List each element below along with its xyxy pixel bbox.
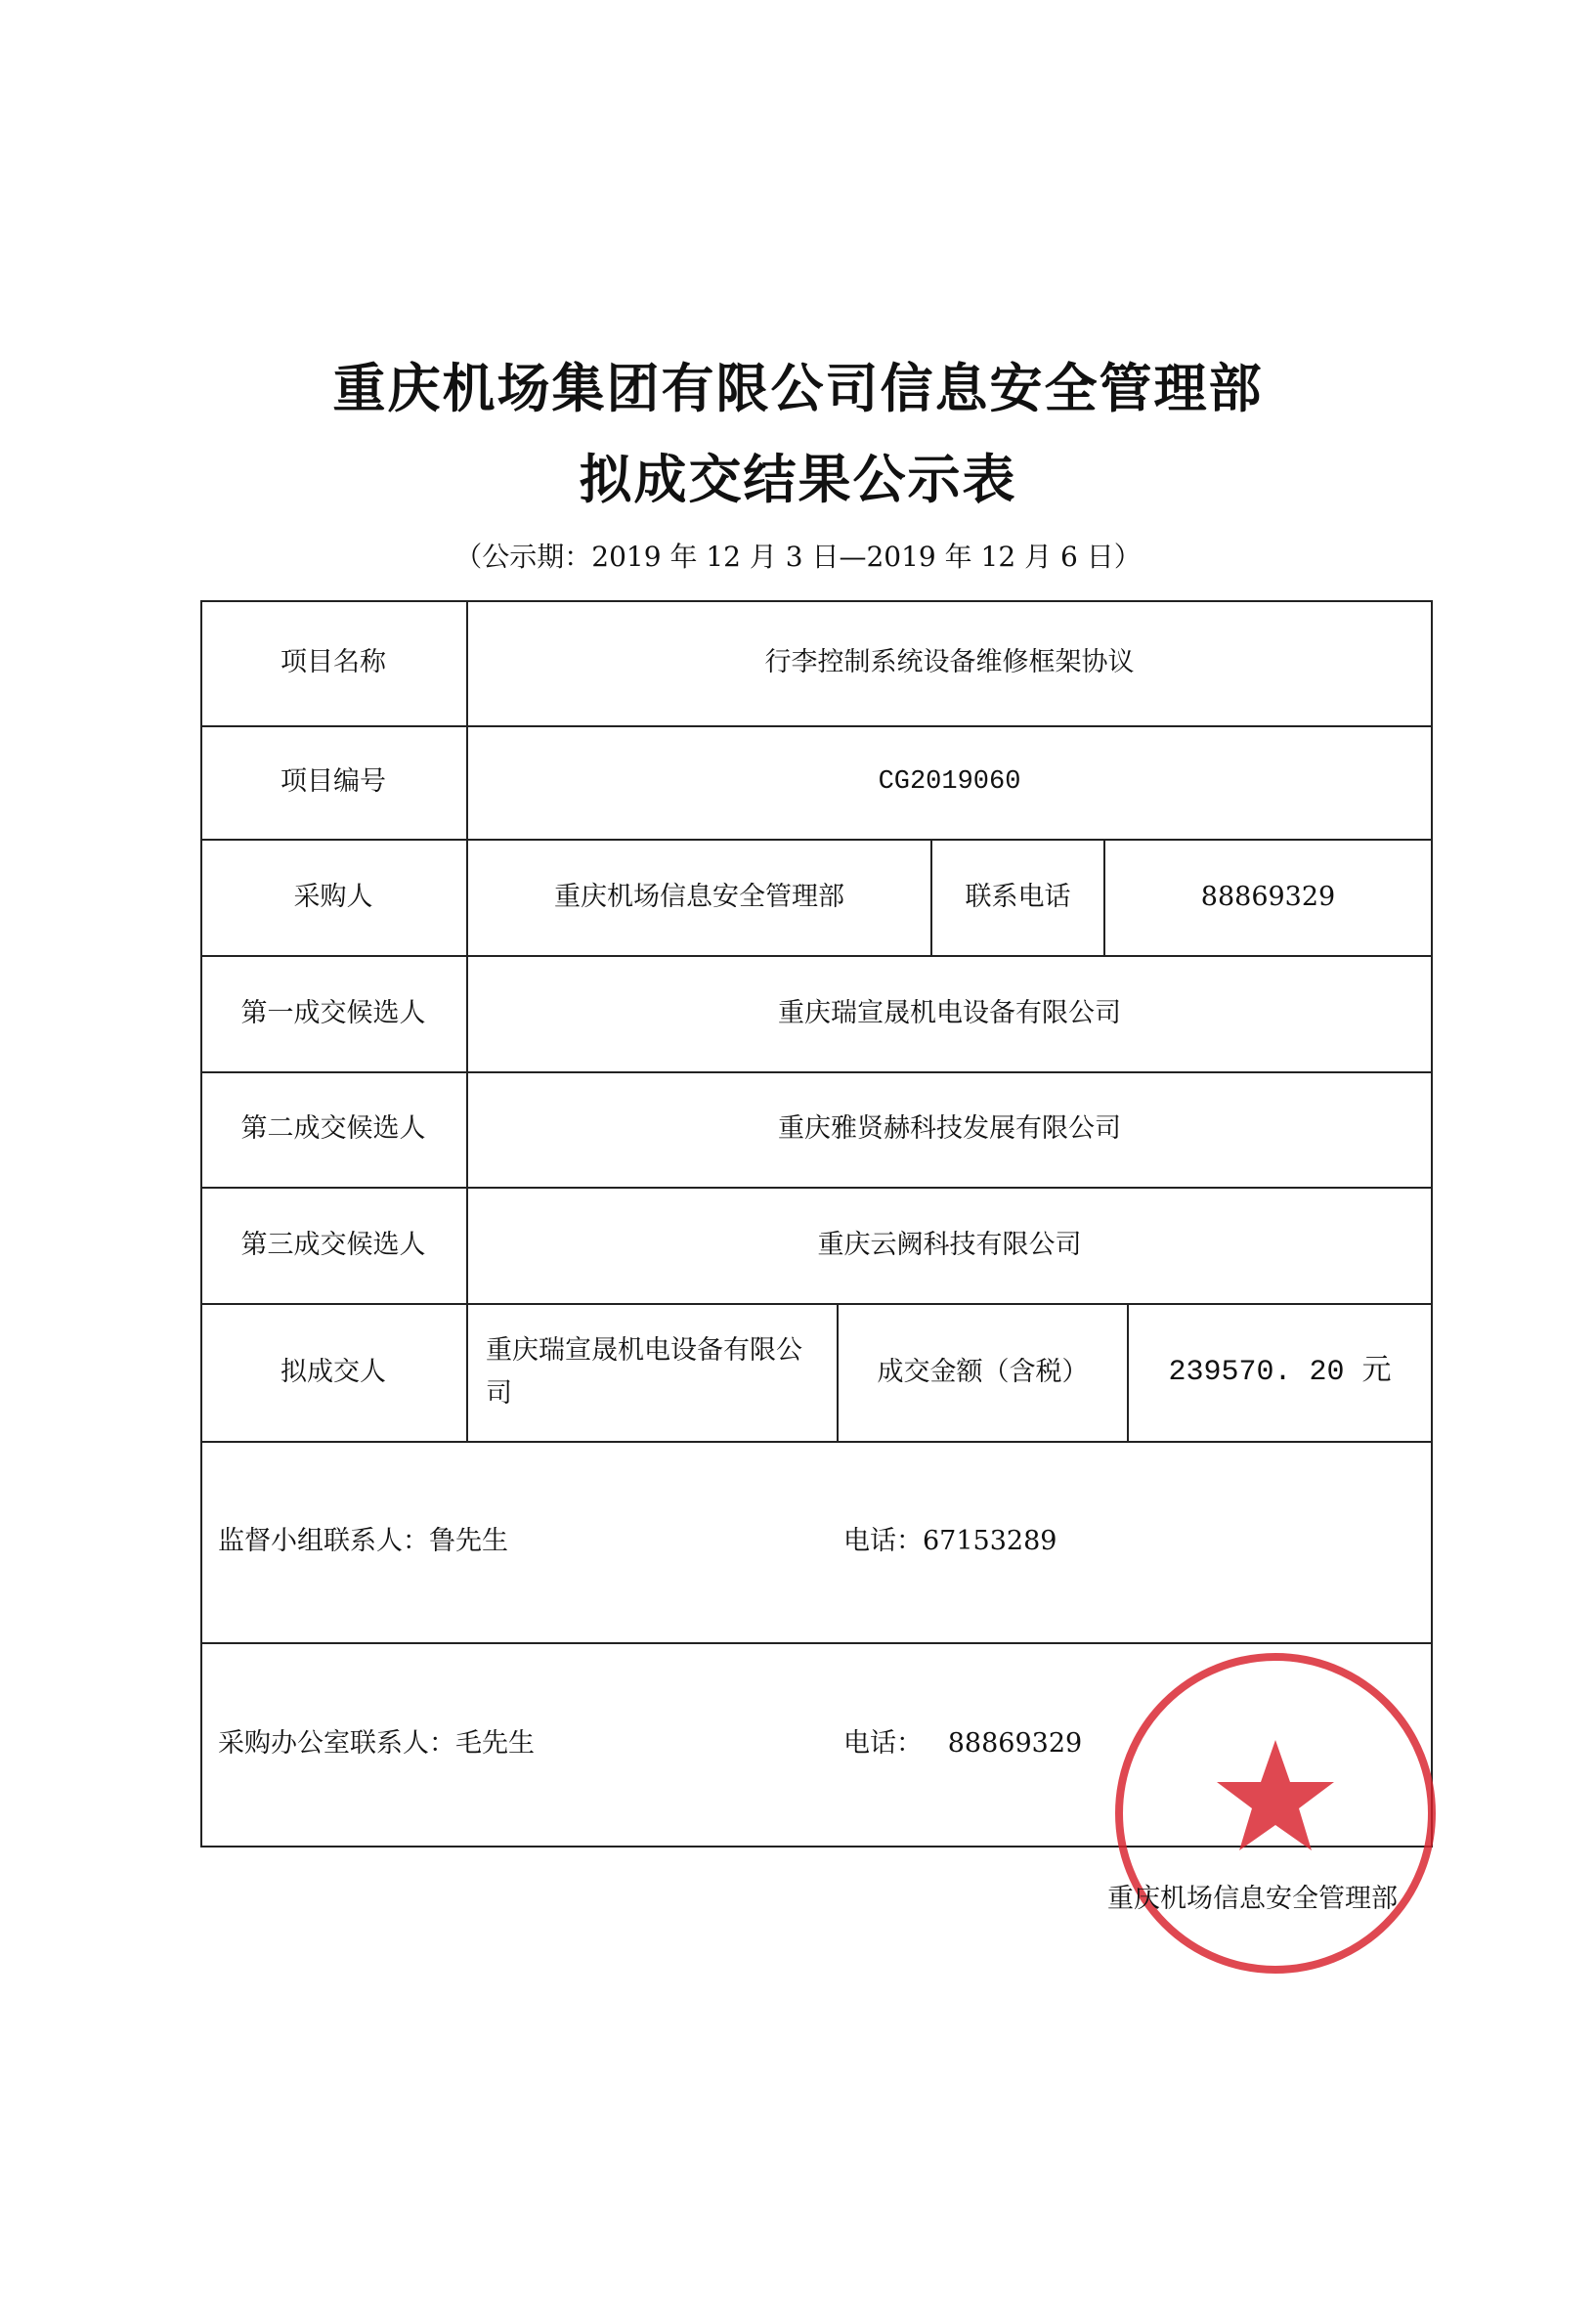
office-contact: 采购办公室联系人：毛先生 xyxy=(218,1728,535,1759)
project-number-value: CG2019060 xyxy=(878,767,1021,797)
proposed-winner-value: 重庆瑞宣晟机电设备有限公司 xyxy=(486,1334,802,1409)
second-candidate-value: 重庆雅贤赫科技发展有限公司 xyxy=(778,1113,1121,1144)
purchaser-value: 重庆机场信息安全管理部 xyxy=(554,881,844,912)
supervision-contact: 监督小组联系人：鲁先生 xyxy=(218,1526,508,1556)
amount-label: 成交金额（含税） xyxy=(877,1356,1089,1387)
official-seal-stamp xyxy=(1104,1642,1446,1984)
third-candidate-value: 重庆云阙科技有限公司 xyxy=(817,1229,1082,1260)
document-title: 重庆机场集团有限公司信息安全管理部 xyxy=(332,358,1264,419)
issuer-signature: 重庆机场信息安全管理部 xyxy=(1107,1884,1398,1914)
first-candidate-value: 重庆瑞宣晟机电设备有限公司 xyxy=(778,997,1121,1028)
amount-value: 239570. 20 元 xyxy=(1168,1355,1392,1389)
contact-phone-value: 88869329 xyxy=(1200,881,1336,912)
project-number-label: 项目编号 xyxy=(280,766,386,797)
office-phone: 电话： 88869329 xyxy=(843,1728,1083,1759)
publicity-period: （公示期：2019 年 12 月 3 日—2019 年 12 月 6 日） xyxy=(454,541,1142,573)
first-candidate-label: 第一成交候选人 xyxy=(240,997,426,1028)
document-subtitle: 拟成交结果公示表 xyxy=(579,449,1017,510)
proposed-winner-label: 拟成交人 xyxy=(280,1356,386,1387)
second-candidate-label: 第二成交候选人 xyxy=(240,1113,426,1144)
seal-star-icon xyxy=(1217,1740,1334,1850)
purchaser-label: 采购人 xyxy=(293,881,373,912)
project-name-label: 项目名称 xyxy=(280,647,386,677)
supervision-phone: 电话：67153289 xyxy=(843,1526,1057,1556)
contact-phone-label: 联系电话 xyxy=(965,881,1071,912)
project-name-value: 行李控制系统设备维修框架协议 xyxy=(764,647,1135,677)
third-candidate-label: 第三成交候选人 xyxy=(240,1229,426,1260)
